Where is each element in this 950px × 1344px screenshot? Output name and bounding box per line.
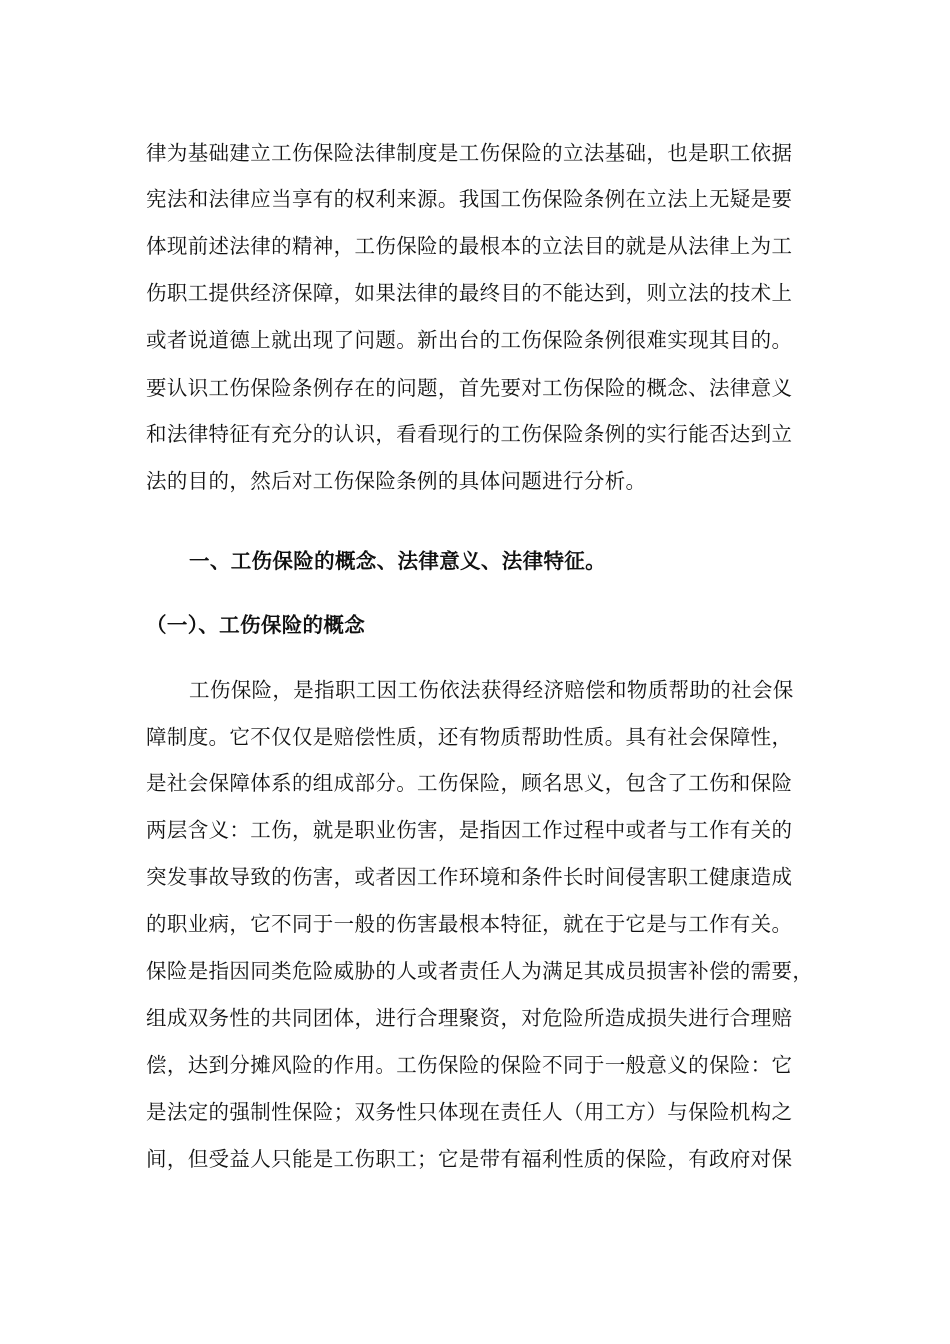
paragraph-line: 组成双务性的共同团体，进行合理聚资，对危险所造成损失进行合理赔 — [146, 1006, 793, 1030]
paragraph-line: 间，但受益人只能是工伤职工；它是带有福利性质的保险，有政府对保 — [146, 1147, 793, 1171]
paragraph-line: 是法定的强制性保险；双务性只体现在责任人（用工方）与保险机构之 — [146, 1100, 793, 1124]
paragraph-line: 两层含义：工伤，就是职业伤害，是指因工作过程中或者与工作有关的 — [146, 818, 793, 842]
paragraph-line: 和法律特征有充分的认识，看看现行的工伤保险条例的实行能否达到立 — [146, 422, 793, 446]
paragraph-line: 偿，达到分摊风险的作用。工伤保险的保险不同于一般意义的保险：它 — [146, 1053, 793, 1077]
paragraph-line: 保险是指因同类危险威胁的人或者责任人为满足其成员损害补偿的需要， — [146, 959, 814, 983]
subsection-heading: （一）、工伤保险的概念 — [146, 613, 366, 637]
paragraph-line: 突发事故导致的伤害，或者因工作环境和条件长时间侵害职工健康造成 — [146, 865, 793, 889]
paragraph-line: 工伤保险，是指职工因工伤依法获得经济赔偿和物质帮助的社会保 — [189, 678, 794, 702]
paragraph-line: 体现前述法律的精神，工伤保险的最根本的立法目的就是从法律上为工 — [146, 234, 793, 258]
paragraph-line: 法的目的，然后对工伤保险条例的具体问题进行分析。 — [146, 469, 647, 493]
paragraph-line: 的职业病，它不同于一般的伤害最根本特征，就在于它是与工作有关。 — [146, 912, 793, 936]
section-heading: 一、工伤保险的概念、法律意义、法律特征。 — [189, 549, 606, 573]
paragraph-line: 或者说道德上就出现了问题。新出台的工伤保险条例很难实现其目的。 — [146, 328, 793, 352]
paragraph-line: 障制度。它不仅仅是赔偿性质，还有物质帮助性质。具有社会保障性， — [146, 725, 793, 749]
paragraph-line: 要认识工伤保险条例存在的问题，首先要对工伤保险的概念、法律意义 — [146, 376, 793, 400]
paragraph-line: 伤职工提供经济保障，如果法律的最终目的不能达到，则立法的技术上 — [146, 281, 793, 305]
paragraph-line: 是社会保障体系的组成部分。工伤保险，顾名思义，包含了工伤和保险 — [146, 771, 793, 795]
paragraph-line: 律为基础建立工伤保险法律制度是工伤保险的立法基础，也是职工依据 — [146, 141, 793, 165]
paragraph-line: 宪法和法律应当享有的权利来源。我国工伤保险条例在立法上无疑是要 — [146, 187, 793, 211]
